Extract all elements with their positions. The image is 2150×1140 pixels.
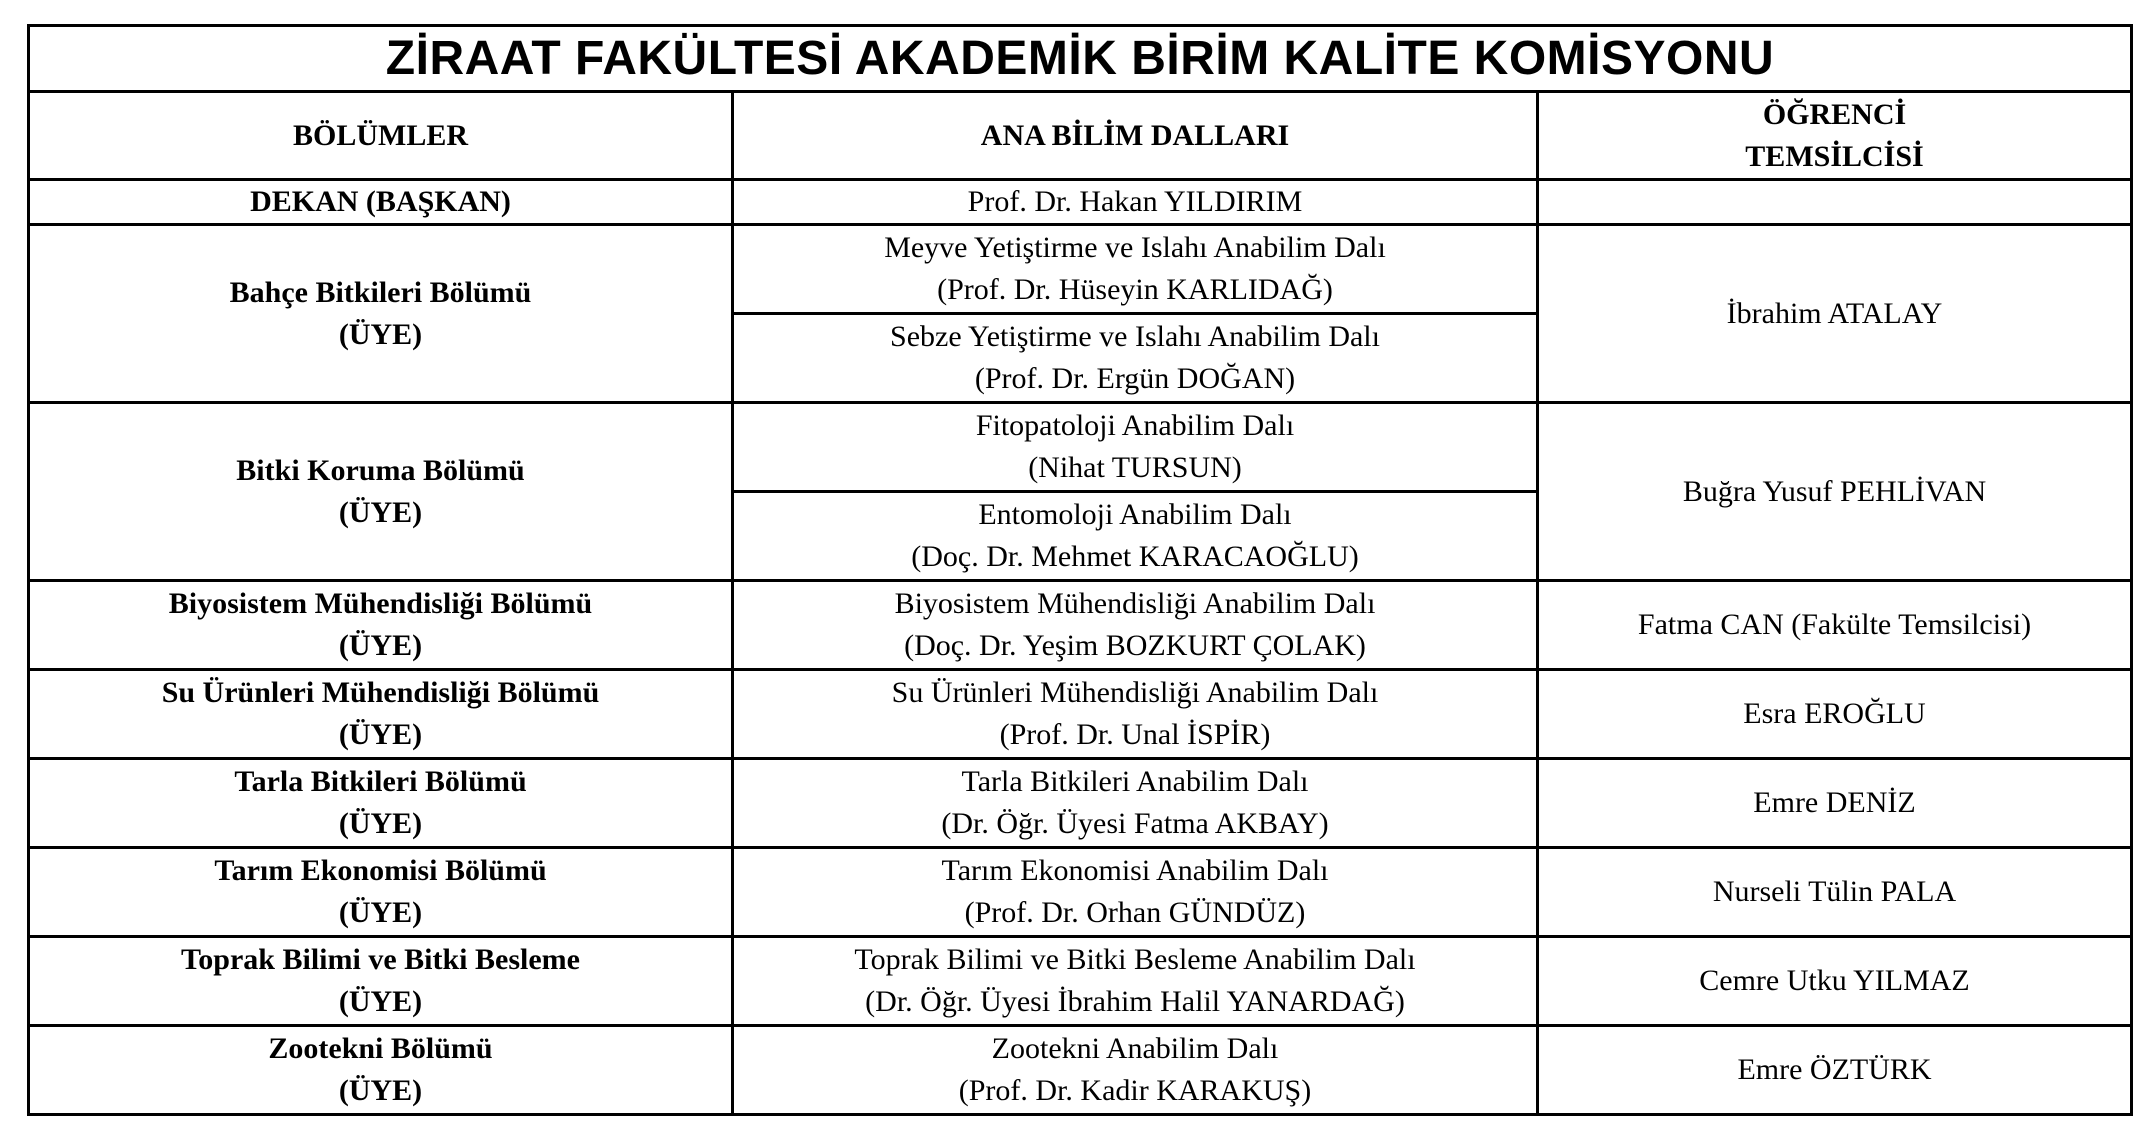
student-representative: Esra EROĞLU bbox=[1538, 670, 2132, 759]
unit-representative: (Prof. Dr. Ergün DOĞAN) bbox=[974, 362, 1296, 395]
department-cell bbox=[29, 759, 733, 848]
table-row bbox=[29, 759, 2132, 848]
department-role: (ÜYE) bbox=[338, 718, 423, 751]
table-row bbox=[29, 581, 2132, 670]
header-student-rep bbox=[1538, 92, 2132, 180]
table-title: ZİRAAT FAKÜLTESİ AKADEMİK BİRİM KALİTE KOMİSYONU bbox=[29, 26, 2132, 92]
department-name: Tarım Ekonomisi Bölümü bbox=[214, 854, 547, 887]
unit-name: Tarım Ekonomisi Anabilim Dalı bbox=[941, 854, 1329, 887]
unit-name: Sebze Yetiştirme ve Islahı Anabilim Dalı bbox=[890, 320, 1380, 353]
table-row bbox=[29, 848, 2132, 937]
student-representative: Cemre Utku YILMAZ bbox=[1538, 937, 2132, 1026]
department-name: Su Ürünleri Mühendisliği Bölümü bbox=[161, 676, 600, 709]
department-name: Tarla Bitkileri Bölümü bbox=[234, 765, 527, 798]
unit-name: Fitopatoloji Anabilim Dalı bbox=[975, 409, 1295, 442]
department-cell bbox=[29, 403, 733, 581]
header-student-rep-line2: TEMSİLCİSİ bbox=[1745, 139, 1924, 173]
unit-cell bbox=[733, 581, 1538, 670]
unit-cell bbox=[733, 492, 1538, 581]
unit-representative: (Prof. Dr. Kadir KARAKUŞ) bbox=[958, 1074, 1312, 1107]
department-cell bbox=[29, 581, 733, 670]
unit-cell bbox=[733, 937, 1538, 1026]
header-units: ANA BİLİM DALLARI bbox=[733, 92, 1538, 180]
student-representative: Fatma CAN (Fakülte Temsilcisi) bbox=[1538, 581, 2132, 670]
department-name: Bahçe Bitkileri Bölümü bbox=[229, 275, 532, 309]
unit-cell bbox=[733, 225, 1538, 314]
department-role: (ÜYE) bbox=[338, 317, 423, 351]
department-role: (ÜYE) bbox=[338, 896, 423, 929]
unit-cell bbox=[733, 848, 1538, 937]
unit-name: Tarla Bitkileri Anabilim Dalı bbox=[961, 765, 1309, 798]
dean-name: Prof. Dr. Hakan YILDIRIM bbox=[733, 180, 1538, 225]
dean-student-rep bbox=[1538, 180, 2132, 225]
commission-table bbox=[27, 24, 2133, 1116]
department-cell bbox=[29, 848, 733, 937]
student-representative: Emre ÖZTÜRK bbox=[1538, 1026, 2132, 1115]
unit-name: Entomoloji Anabilim Dalı bbox=[978, 498, 1292, 531]
department-cell bbox=[29, 1026, 733, 1115]
student-representative: Emre DENİZ bbox=[1538, 759, 2132, 848]
student-representative: Nurseli Tülin PALA bbox=[1538, 848, 2132, 937]
student-representative: İbrahim ATALAY bbox=[1538, 225, 2132, 403]
department-name: Bitki Koruma Bölümü bbox=[236, 453, 525, 487]
department-name: Zootekni Bölümü bbox=[268, 1032, 493, 1065]
unit-cell bbox=[733, 314, 1538, 403]
unit-representative: (Prof. Dr. Orhan GÜNDÜZ) bbox=[964, 896, 1306, 929]
table-row bbox=[29, 670, 2132, 759]
unit-representative: (Doç. Dr. Yeşim BOZKURT ÇOLAK) bbox=[904, 629, 1366, 662]
table-row bbox=[29, 1026, 2132, 1115]
header-student-rep-line1: ÖĞRENCİ bbox=[1762, 97, 1907, 131]
header-departments: BÖLÜMLER bbox=[29, 92, 733, 180]
unit-representative: (Dr. Öğr. Üyesi İbrahim Halil YANARDAĞ) bbox=[865, 985, 1405, 1018]
unit-cell bbox=[733, 1026, 1538, 1115]
unit-cell bbox=[733, 670, 1538, 759]
unit-cell bbox=[733, 403, 1538, 492]
department-cell bbox=[29, 937, 733, 1026]
department-name: Toprak Bilimi ve Bitki Besleme bbox=[181, 943, 580, 976]
unit-representative: (Nihat TURSUN) bbox=[1028, 451, 1242, 484]
unit-name: Su Ürünleri Mühendisliği Anabilim Dalı bbox=[891, 676, 1379, 709]
unit-name: Zootekni Anabilim Dalı bbox=[991, 1032, 1279, 1065]
unit-representative: (Prof. Dr. Unal İSPİR) bbox=[999, 718, 1271, 751]
department-cell bbox=[29, 670, 733, 759]
table-row bbox=[29, 225, 2132, 314]
table-row bbox=[29, 403, 2132, 492]
unit-cell bbox=[733, 759, 1538, 848]
unit-representative: (Dr. Öğr. Üyesi Fatma AKBAY) bbox=[941, 807, 1329, 840]
table-row bbox=[29, 937, 2132, 1026]
unit-name: Toprak Bilimi ve Bitki Besleme Anabilim Dalı bbox=[854, 943, 1416, 976]
unit-name: Meyve Yetiştirme ve Islahı Anabilim Dalı bbox=[884, 231, 1386, 264]
unit-representative: (Doç. Dr. Mehmet KARACAOĞLU) bbox=[911, 540, 1359, 573]
dean-role: DEKAN (BAŞKAN) bbox=[29, 180, 733, 225]
department-role: (ÜYE) bbox=[338, 495, 423, 529]
department-name: Biyosistem Mühendisliği Bölümü bbox=[168, 587, 593, 620]
department-cell bbox=[29, 225, 733, 403]
department-role: (ÜYE) bbox=[338, 1074, 423, 1107]
department-role: (ÜYE) bbox=[338, 629, 423, 662]
unit-name: Biyosistem Mühendisliği Anabilim Dalı bbox=[894, 587, 1376, 620]
department-role: (ÜYE) bbox=[338, 985, 423, 1018]
department-role: (ÜYE) bbox=[338, 807, 423, 840]
student-representative: Buğra Yusuf PEHLİVAN bbox=[1538, 403, 2132, 581]
unit-representative: (Prof. Dr. Hüseyin KARLIDAĞ) bbox=[937, 273, 1333, 306]
